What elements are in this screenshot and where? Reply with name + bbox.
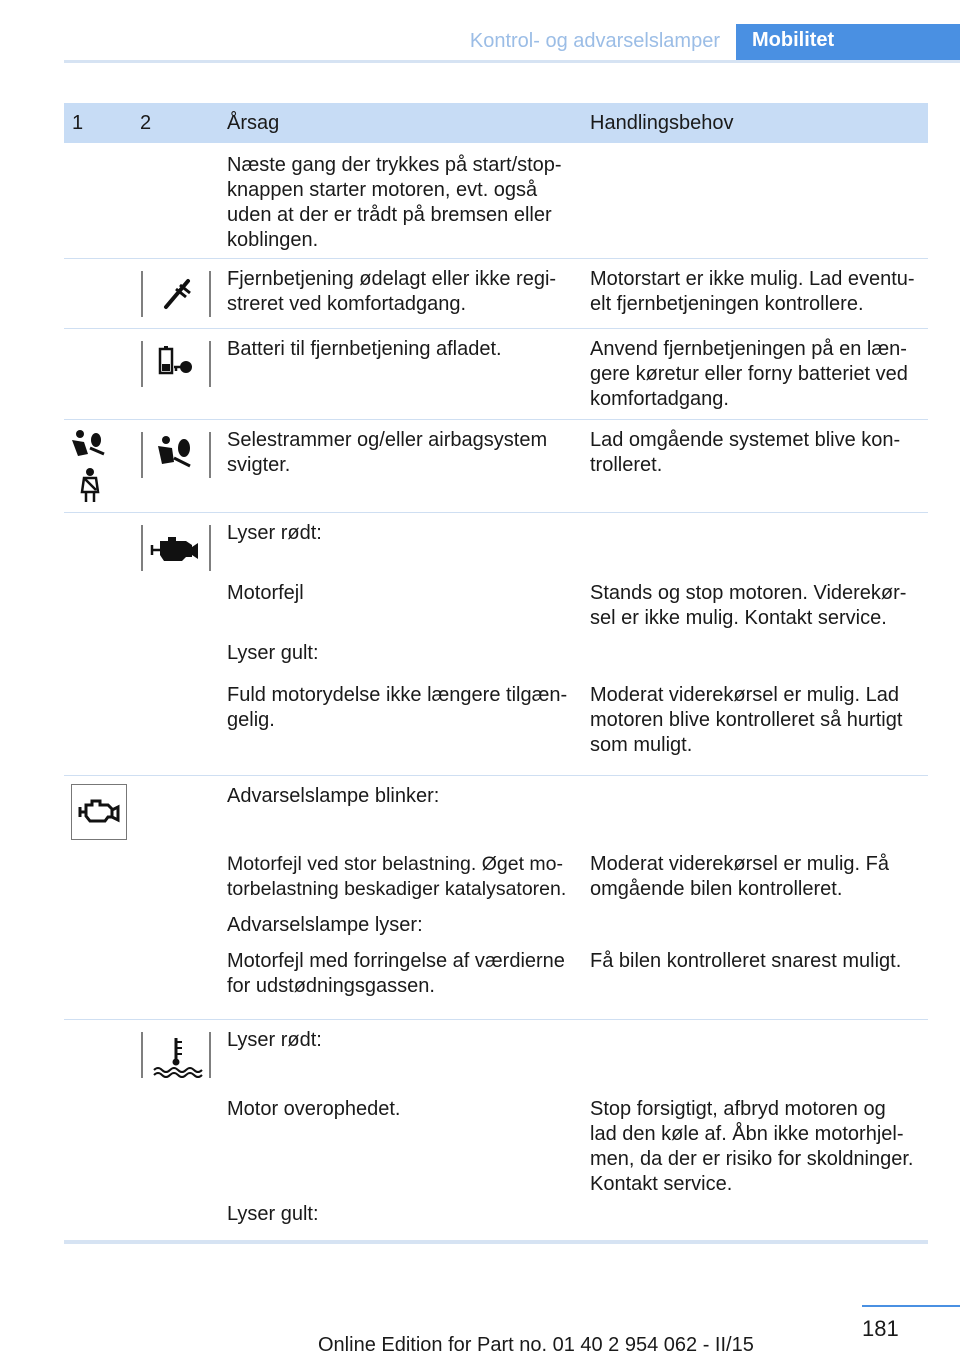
cause-text: Motorfejl ved stor belastning. Øget mo- torbelastning beskadiger katalysatoren. [227, 853, 567, 900]
action-text: Anvend fjernbetjeningen på en læn- gere køretur eller forny batteriet ved komfortadgang. [590, 338, 908, 410]
column-header-1: 1 [72, 111, 84, 134]
remote-key-broken-icon [140, 269, 212, 319]
indicator-table [64, 103, 928, 1242]
column-header-action: Handlingsbehov [590, 111, 734, 134]
action-text: Få bilen kontrolleret snarest muligt. [590, 950, 902, 972]
table-row [64, 259, 928, 329]
table-row [64, 1020, 928, 1242]
cause-text: Næste gang der trykkes på start/stop- knappen starter motoren, evt. også uden at der er trådt på bremsen eller koblingen. [227, 154, 562, 251]
airbag-icon [140, 430, 212, 480]
key-battery-icon [140, 339, 212, 389]
condition-heading: Lyser rødt: [227, 522, 322, 544]
condition-heading: Lyser gult: [227, 642, 319, 664]
edition-note: Online Edition for Part no. 01 40 2 954 062 - II/15 [318, 1334, 754, 1356]
table-row [64, 776, 928, 1020]
cause-text: Fuld motorydelse ikke længere tilgæn- gelig. [227, 684, 568, 731]
coolant-temperature-icon [140, 1030, 212, 1080]
cause-text: Selestrammer og/eller airbagsystem svigter. [227, 429, 548, 476]
cause-text: Fjernbetjening ødelagt eller ikke regi- streret ved komfortadgang. [227, 268, 557, 315]
table-row [64, 513, 928, 776]
condition-heading: Advarselslampe lyser: [227, 914, 423, 936]
check-engine-icon [71, 784, 127, 840]
action-text: Motorstart er ikke mulig. Lad eventu- elt fjernbetjeningen kontrollere. [590, 268, 915, 315]
column-header-cause: Årsag [227, 111, 280, 134]
header-rule [64, 60, 960, 63]
section-title: Kontrol- og advarselslamper [469, 30, 720, 52]
cause-text: Motor overophedet. [227, 1098, 401, 1120]
action-text: Lad omgående systemet blive kon- trolleret. [590, 429, 901, 476]
table-row [64, 143, 928, 259]
action-text: Stop forsigtigt, afbryd motoren og lad den køle af. Åbn ikke motorhjel- men, da der er risiko for skoldninger. Kontakt service. [590, 1098, 914, 1195]
cause-text: Batteri til fjernbetjening afladet. [227, 338, 502, 360]
table-bottom-rule [64, 1240, 928, 1244]
column-header-2: 2 [140, 111, 152, 134]
condition-heading: Lyser rødt: [227, 1029, 322, 1051]
engine-icon [140, 523, 212, 573]
page-number: 181 [862, 1316, 899, 1341]
table-row [64, 420, 928, 513]
action-text: Moderat viderekørsel er mulig. Få omgående bilen kontrolleret. [590, 853, 889, 900]
table-header [64, 103, 928, 143]
action-text: Moderat viderekørsel er mulig. Lad motoren blive kontrolleret så hurtigt som muligt. [590, 684, 903, 756]
action-text [571, 153, 928, 253]
chapter-tab: Mobilitet [736, 24, 960, 62]
cause-text: Motorfejl med forringelse af værdierne for udstødningsgassen. [227, 950, 565, 997]
condition-heading: Advarselslampe blinker: [227, 785, 440, 807]
condition-heading: Lyser gult: [227, 1203, 319, 1225]
action-text: Stands og stop motoren. Viderekør- sel er ikke mulig. Kontakt service. [590, 582, 907, 629]
page-number-rule [862, 1305, 960, 1307]
airbag-seatbelt-icon [68, 428, 112, 506]
cause-text: Motorfejl [227, 582, 304, 604]
table-row [64, 329, 928, 420]
